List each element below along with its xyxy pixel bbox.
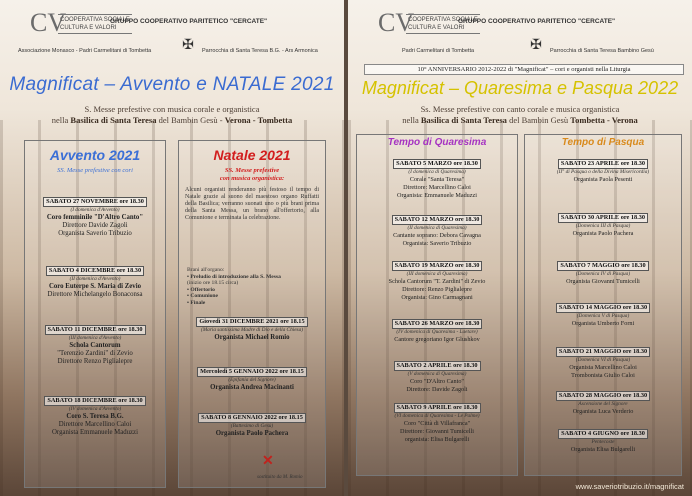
event-item [181, 367, 323, 392]
natale-subheading-1: SS. Messe prefestive [224, 167, 280, 174]
event-item [527, 391, 679, 416]
event-item [527, 159, 679, 184]
event-date: SABATO 8 GENNAIO 2022 ore 18.15 [198, 413, 306, 423]
event-note: (III domenica di Quaresima) [406, 271, 468, 277]
quaresima-heading: Tempo di Quaresima [387, 137, 487, 148]
quaresima-column [356, 134, 518, 476]
event-note: (IV domenica di Quaresima - Laetare) [396, 329, 478, 335]
event-date: SABATO 30 APRILE ore 18.30 [558, 213, 648, 223]
event-date: SABATO 2 APRILE ore 18.30 [394, 361, 481, 371]
event-line: Direttore Davide Zagoli [62, 221, 128, 229]
event-line: Direttore: Giovanni Tumicelli [400, 427, 474, 435]
event-item [359, 159, 515, 200]
event-line: Organista Umberto Forni [571, 319, 635, 327]
coop-name: COOPERATIVA SOCIALE CULTURA E VALORI [406, 14, 480, 34]
brano-item: • Offertorio [187, 286, 215, 293]
event-line: Direttore: Renzo Piglialepre [402, 285, 472, 293]
coop-name: COOPERATIVA SOCIALE CULTURA E VALORI [58, 14, 132, 34]
event-date: SABATO 14 MAGGIO ore 18.30 [556, 303, 650, 313]
avvento-subheading: SS. Messe prefestive con cori [57, 167, 133, 174]
event-line: Organista Paola Pesenti [573, 175, 633, 183]
event-line: Coro femminile "D'Altro Canto" [46, 213, 144, 221]
event-date: SABATO 9 APRILE ore 18.30 [394, 403, 481, 413]
event-line: Organista Paolo Pachera [215, 429, 289, 437]
event-line: Coro Euterpe S. Maria di Zevio [48, 282, 141, 290]
brani-list: Brani all'organo: • Preludio di introduzione alla S. Messa (inizio ore 18.15 circa) • Offertorio • Comunione • Finale [187, 267, 319, 306]
event-line: Cantore gregoriano Igor Glushkov [394, 335, 480, 343]
event-line: Schola Cantorum "T. Zardini" di Zevio [388, 277, 486, 285]
event-note: (Battesimo di Gesù) [230, 423, 274, 429]
event-item [27, 325, 163, 366]
event-line: Organista Saverio Tribuzio [58, 229, 132, 237]
event-line: Coro "Città di Villafranca" [403, 419, 471, 427]
event-item [527, 347, 679, 380]
event-item [359, 215, 515, 248]
substitution-stamp: sostituito da M. Romio [257, 475, 303, 480]
event-line: Coro "D'Altro Canto" [410, 377, 464, 385]
event-date: SABATO 5 MARZO ore 18.30 [393, 159, 481, 169]
event-line: Organista Paolo Pachera [572, 229, 634, 237]
header [354, 4, 686, 62]
event-line: Direttore Renzo Piglialepre [57, 357, 133, 365]
event-note: (Domenica III di Pasqua) [575, 223, 631, 229]
event-note: (V domenica di Quaresima) [407, 371, 467, 377]
event-line: Organista Michael Romio [214, 333, 290, 341]
event-note: (Maria santissima Madre di Dio e della Chiesa) [200, 327, 304, 333]
assoc-label: Associazione Monasco - Padri Carmelitani di Tombetta [18, 48, 152, 54]
event-note: Ascensione del Signore [578, 401, 628, 407]
natale-column [178, 140, 326, 488]
event-date: SABATO 11 DICEMBRE ore 18.30 [45, 325, 146, 335]
event-line: Organista: Gino Carmagnani [401, 293, 473, 301]
event-item [27, 266, 163, 299]
parrocchia-label: Parrocchia di Santa Teresa B.G. - Ars Armonica [202, 48, 318, 54]
event-date: SABATO 4 GIUGNO ore 18.30 [558, 429, 648, 439]
brano-item: • Finale [187, 299, 206, 306]
flyer-avvento-natale [0, 0, 344, 496]
event-item [359, 403, 515, 444]
event-line: Organista Andrea Macinanti [210, 383, 294, 391]
event-note: (II° di Pasqua o della Divina Misericordia) [556, 169, 650, 175]
strike-mark-icon: ✕ [262, 454, 274, 469]
flyer-quaresima-pasqua [348, 0, 692, 496]
event-date: SABATO 26 MARZO ore 18.30 [392, 319, 483, 329]
avvento-heading: Avvento 2021 [49, 147, 141, 163]
brano-item: • Comunione [187, 293, 219, 299]
event-date: SABATO 4 DICEMBRE ore 18.30 [46, 266, 144, 276]
natale-description: Alcuni organisti renderanno più festoso il tempo di Natale grazie al suono del maestoso organo Ruffatti della Basilica; verranno suonati uno o più brani prima della Santa Messa, un brano all'offertorio, alla Comunione e terminata la celebrazione. [185, 187, 319, 221]
event-item [359, 361, 515, 394]
page-title: Magnificat – Avvento e NATALE 2021 [9, 74, 335, 95]
event-date: SABATO 23 APRILE ore 18.30 [558, 159, 648, 169]
event-line: Organista Marcellino Caloi [569, 363, 637, 371]
subtitle: Ss. Messe prefestive con canto corale e musica organistica [420, 104, 620, 114]
event-note: (Epifania del Signore) [228, 377, 276, 383]
pasqua-heading: Tempo di Pasqua [561, 137, 645, 148]
natale-heading: Natale 2021 [213, 147, 291, 163]
event-line: Direttore: Davide Zagoli [406, 385, 468, 393]
event-note: (III domenica d'Avvento) [68, 335, 122, 341]
event-line: Trombonista Giulio Caloi [571, 371, 635, 379]
event-item [27, 197, 163, 238]
event-note: (Domenica IV di Pasqua) [575, 271, 631, 277]
event-item [359, 319, 515, 344]
website-link[interactable]: www.saveriotribuzio.it/magnificat [575, 482, 684, 491]
carmelite-crest-icon: ✠ [182, 38, 194, 53]
event-line: Organista Elisa Bulgarelli [570, 445, 636, 453]
event-note: (I domenica d'Avvento) [70, 207, 120, 213]
event-date: SABATO 27 NOVEMBRE ore 18.30 [43, 197, 147, 207]
anniversary-banner: 10° ANNIVERSARIO 2012-2022 di "Magnificat" – cori e organisti nella Liturgia [364, 64, 684, 75]
event-item [359, 261, 515, 302]
brano-item: (inizio ore 18.15 circa) [187, 280, 239, 286]
header [6, 4, 338, 62]
event-note: (Domenica V di Pasqua) [576, 313, 630, 319]
event-item [181, 317, 323, 342]
event-item [527, 261, 679, 286]
event-line: organista: Elisa Bulgarelli [404, 435, 470, 443]
event-line: Coro S. Teresa B.G. [66, 412, 124, 420]
event-date: SABATO 19 MARZO ore 18.30 [392, 261, 483, 271]
assoc-label: Padri Carmelitani di Tombetta [402, 48, 475, 54]
event-date: SABATO 12 MARZO ore 18.30 [392, 215, 483, 225]
carmelite-crest-icon: ✠ [530, 38, 542, 53]
event-line: Organista Giovanni Tumicelli [566, 277, 640, 285]
event-item [181, 413, 323, 438]
event-note: (IV domenica d'Avvento) [68, 406, 122, 412]
natale-subheading-2: con musica organistica: [219, 175, 285, 182]
event-line: Organista: Emmanuele Maduzzi [397, 191, 477, 199]
event-date: SABATO 7 MAGGIO ore 18.30 [557, 261, 648, 271]
event-line: Direttore Marcellino Caloi [58, 420, 132, 428]
event-note: Pentecoste [591, 439, 615, 445]
parrocchia-label: Parrocchia di Santa Teresa Bambino Gesù [550, 48, 654, 54]
gruppo-label: GRUPPO COOPERATIVO PARITETICO "CERCATE" [458, 18, 616, 25]
event-line: Organista Emmanuele Maduzzi [52, 428, 138, 436]
event-date: SABATO 18 DICEMBRE ore 18.30 [44, 396, 145, 406]
event-item [527, 429, 679, 454]
event-line: Cantante soprano: Debora Cavagna [393, 231, 481, 239]
event-line: Organista: Saverio Tribuzio [402, 239, 472, 247]
event-date: Mercoledì 5 GENNAIO 2022 ore 18.15 [197, 367, 307, 377]
event-item [27, 396, 163, 437]
cv-logo-icon: CV [378, 8, 415, 37]
event-line: Corale "Santa Teresa" [409, 175, 465, 183]
avvento-column [24, 140, 166, 488]
event-note: (I domenica di Quaresima) [408, 169, 466, 175]
event-date: SABATO 28 MAGGIO ore 18.30 [556, 391, 650, 401]
event-item [527, 303, 679, 328]
event-note: (II domenica di Quaresima) [407, 225, 467, 231]
pasqua-column [524, 134, 682, 476]
event-line: "Terenzio Zardini" di Zevio [57, 349, 133, 357]
event-line: Direttore Michelangelo Bonaconsa [47, 290, 143, 298]
event-note: (Domenica VI di Pasqua) [575, 357, 631, 363]
gruppo-label: GRUPPO COOPERATIVO PARITETICO "CERCATE" [110, 18, 268, 25]
event-date: SABATO 21 MAGGIO ore 18.30 [556, 347, 650, 357]
brano-item: • Preludio di introduzione alla S. Messa [187, 273, 281, 280]
event-line: Organista Luca Verderio [572, 407, 634, 415]
event-line: Schola Cantorum [69, 341, 121, 349]
event-note: (II domenica d'Avvento) [69, 276, 121, 282]
event-item [527, 213, 679, 238]
event-line: Direttore: Marcellino Caloi [403, 183, 471, 191]
subtitle-location: nella Basilica di Santa Teresa del Bambin Gesù Tombetta - Verona [402, 115, 638, 125]
subtitle-location: nella Basilica di Santa Teresa del Bambin Gesù - Verona - Tombetta [51, 115, 293, 125]
event-date: Giovedì 31 DICEMBRE 2021 ore 18.15 [196, 317, 307, 327]
page-title: Magnificat – Quaresima e Pasqua 2022 [361, 78, 679, 98]
event-note: (VI domenica di Quaresima - Le Palme) [394, 413, 480, 419]
subtitle: S. Messe prefestive con musica corale e organistica [84, 104, 260, 114]
cv-logo-icon: CV [30, 8, 67, 37]
